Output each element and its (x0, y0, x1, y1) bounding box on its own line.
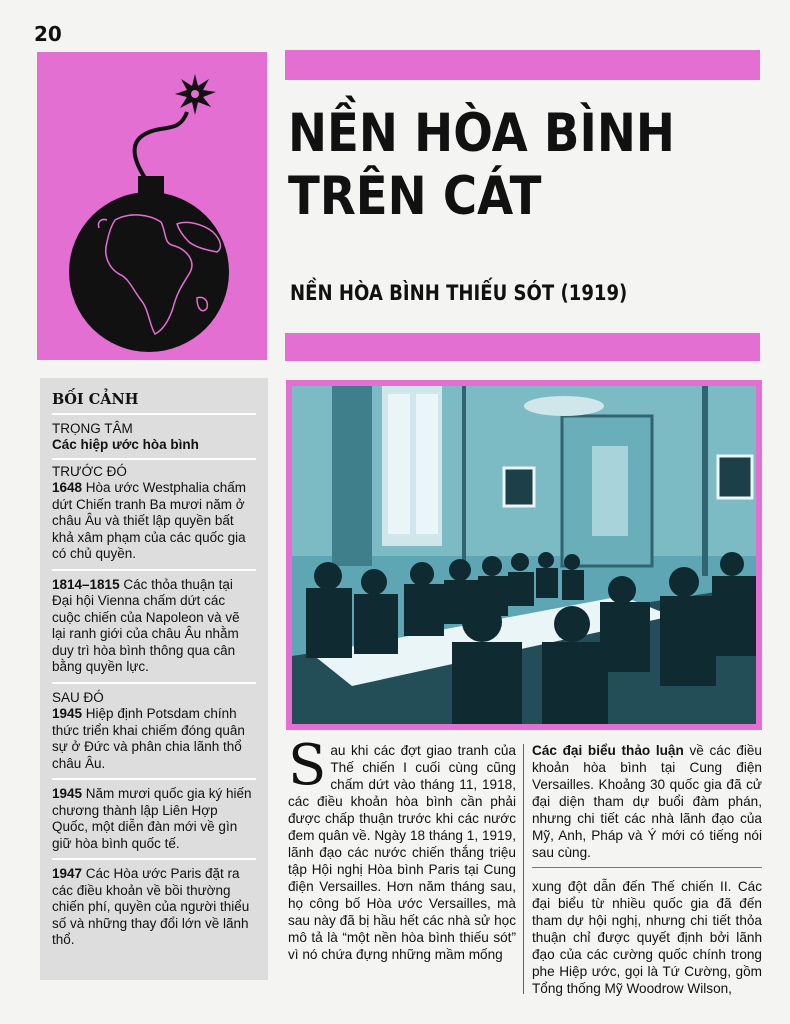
accent-bar-top (285, 50, 760, 80)
article-text-right: xung đột dẫn đến Thế chiến II. Các đại biểu từ nhiều quốc gia đã đến tham dự hội nghị, nhưng chi tiết thỏa thuận chỉ được quyết định bởi lãnh đạo của các cường quốc chính trong phe Hiệp ước, gọi là Tứ Cường, gồm Tổng thống Mỹ Woodrow Wilson, (532, 879, 762, 996)
dropcap: S (288, 733, 327, 798)
subtitle: NỀN HÒA BÌNH THIẾU SÓT (1919) (290, 281, 628, 305)
timeline-year: 1814–1815 (52, 576, 120, 592)
timeline-text: Hiệp định Potsdam chính thức triển khai chiếm đóng quân sự ở Đức và phân chia lãnh thổ châu Âu. (52, 706, 245, 771)
timeline-item (52, 480, 256, 571)
article-text-left: au khi các đợt giao tranh của Thế chiến I cuối cùng cũng chấm dứt vào tháng 11, 1918, các điều khoản hòa bình cần phải được chấp thuận trước khi các nước đem quân về. Ngày 18 tháng 1, 1919, lãnh đạo các nước chiến thắng triệu tập Hội nghị Hòa bình Paris tại Cung điện Versailles. Hơn năm tháng sau, họ công bố Hòa ước Versailles, mà sau này đã bị hầu hết các nhà sử học mô tả là “một nền hòa bình thiếu sót” vì nó chứa đựng những mầm mống (288, 743, 516, 962)
versailles-conference-photo (292, 386, 756, 724)
photo-caption (532, 742, 762, 868)
after-label: SAU ĐÓ (52, 689, 104, 705)
context-sidebar (40, 378, 268, 980)
before-label: TRƯỚC ĐÓ (52, 463, 127, 479)
illustration-panel (37, 52, 267, 360)
article-column-left (288, 733, 516, 963)
column-divider (523, 744, 524, 994)
timeline-text: Năm mươi quốc gia ký hiến chương thành lập Liên Hợp Quốc, một diễn đàn mới về gìn giữ hòa bình quốc tế. (52, 786, 252, 851)
timeline-year: 1648 (52, 480, 83, 495)
timeline-year: 1945 (52, 706, 83, 721)
timeline-text: Các thỏa thuận tại Đại hội Vienna chấm dứt các cuộc chiến của Napoleon và vẽ lại ranh giới của châu Âu nhằm duy trì hòa bình thông qua cân bằng quyền lực. (52, 576, 240, 674)
timeline-item (52, 866, 256, 955)
photo-frame (286, 380, 762, 730)
timeline-text: Các Hòa ước Paris đặt ra các điều khoản về bồi thường chiến phí, quyền của người thiểu số và những thay đổi lớn về lãnh thổ. (52, 866, 250, 947)
timeline-year: 1947 (52, 866, 83, 881)
timeline-item (52, 577, 256, 684)
timeline-text: Hòa ước Westphalia chấm dứt Chiến tranh Ba mươi năm ở châu Âu và thiết lập quyền bất khả xâm phạm của các quốc gia có chủ quyền. (52, 480, 247, 561)
page-number: 20 (34, 22, 62, 46)
article-column-right (532, 742, 762, 997)
page-title (288, 102, 702, 228)
title-line-1: NỀN HÒA BÌNH (288, 103, 675, 164)
timeline-item (52, 786, 256, 860)
sidebar-heading: BỐI CẢNH (52, 392, 256, 415)
focus-value: Các hiệp ước hòa bình (52, 437, 256, 460)
timeline-year: 1945 (52, 786, 83, 801)
focus-label: TRỌNG TÂM (52, 420, 133, 436)
timeline-item (52, 706, 256, 780)
caption-text: về các điều khoản hòa bình tại Cung điện Versailles. Khoảng 30 quốc gia đã cử đại diện tham dự buổi đàm phán, nhưng chi tiết các nhà lãnh đạo của Mỹ, Anh, Pháp và Ý mới có tiếng nói sau cùng. (532, 743, 762, 860)
accent-bar-bottom (285, 333, 760, 361)
bomb-globe-icon (37, 52, 267, 360)
caption-bold: Các đại biểu thảo luận (532, 743, 684, 758)
title-line-2: TRÊN CÁT (288, 166, 542, 227)
